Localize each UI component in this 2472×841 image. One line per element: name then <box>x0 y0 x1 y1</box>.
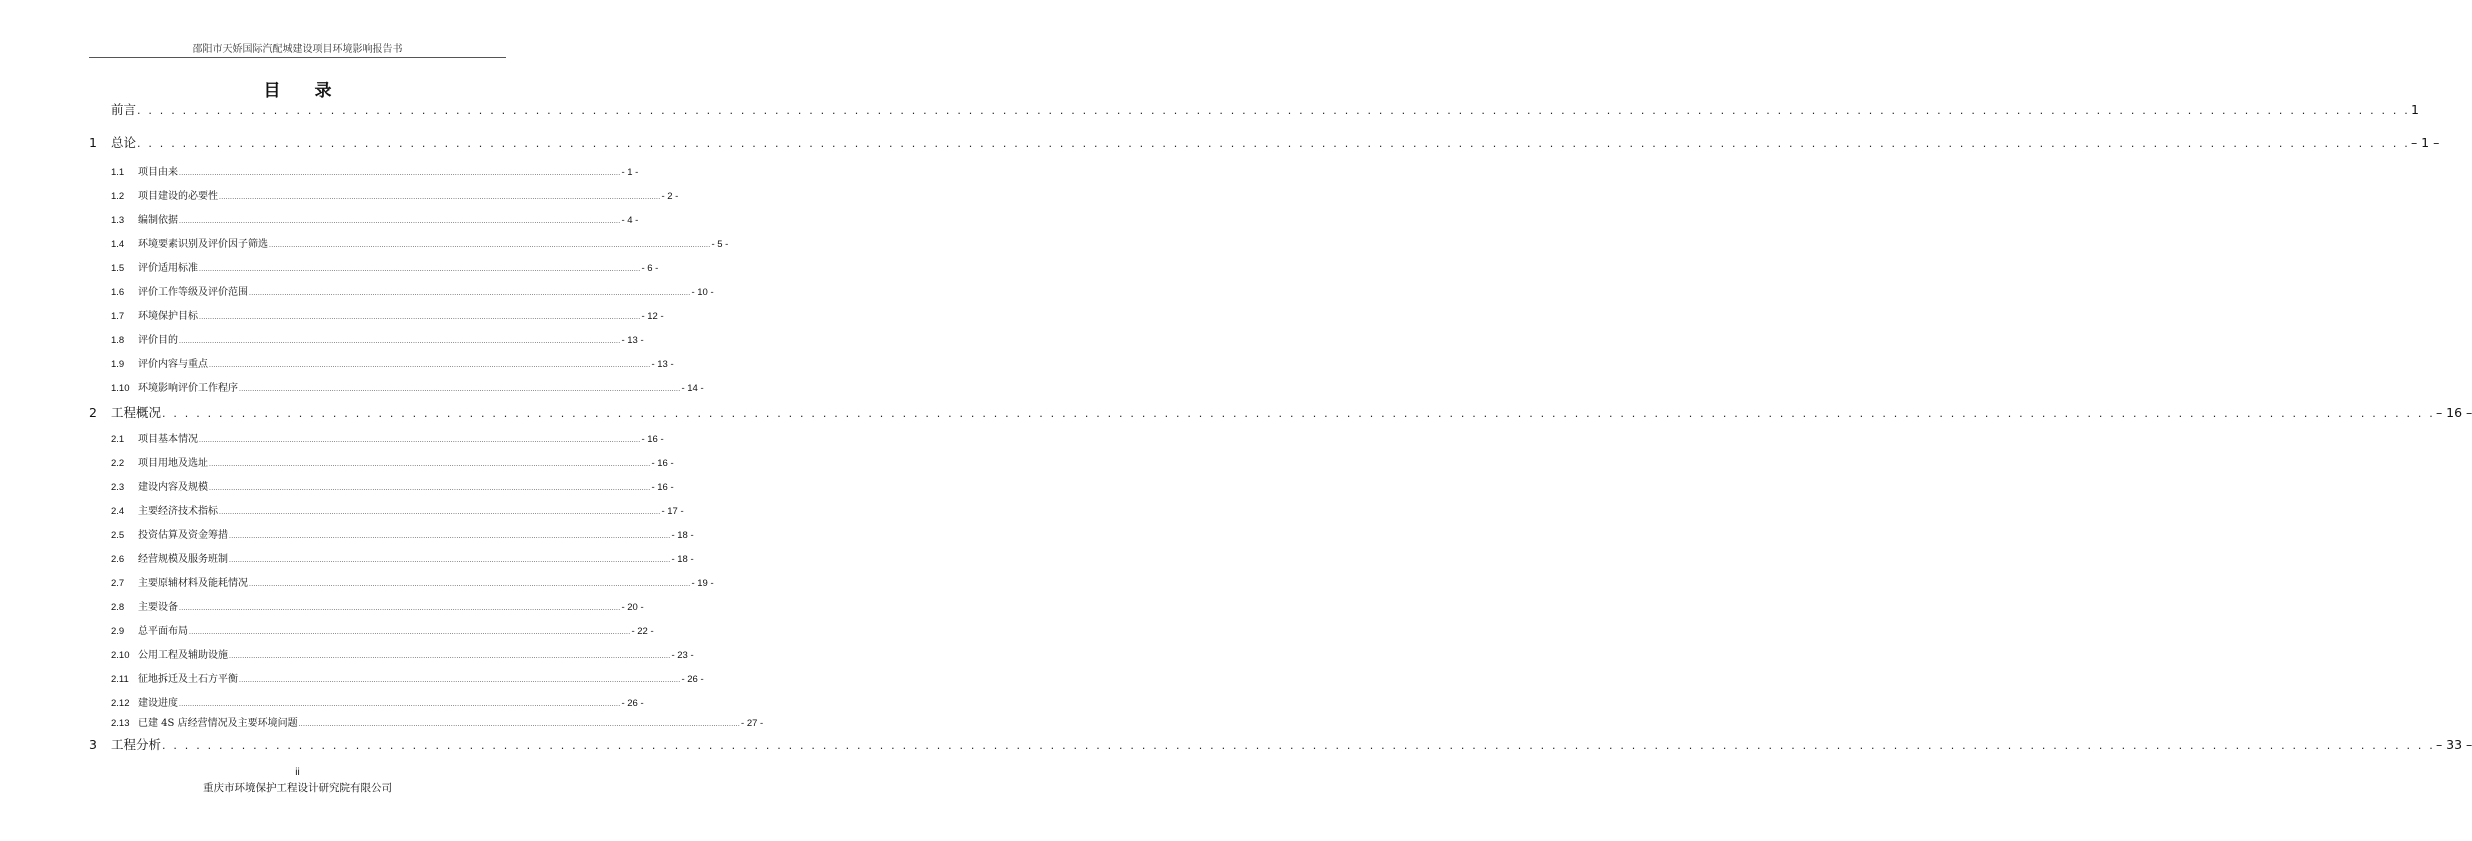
toc-section-entry[interactable] <box>111 379 704 395</box>
toc-entry-label: 建设进度 <box>138 698 178 709</box>
toc-section-entry[interactable] <box>111 187 679 203</box>
toc-entry-page: - 22 - <box>631 626 654 637</box>
toc-section-entry[interactable] <box>111 622 654 638</box>
toc-entry-label: 评价目的 <box>138 335 178 346</box>
toc-dot-leader: ........................................................................................................................................................................................................ <box>229 653 671 660</box>
toc-dot-leader: ........................................................................................................................................................................................................ <box>269 242 711 249</box>
toc-entry-number: 2.13 <box>111 718 130 729</box>
toc-entry-number: 3 <box>89 737 97 752</box>
toc-entry-number: 1.10 <box>111 383 130 394</box>
toc-section-entry[interactable] <box>111 163 639 179</box>
toc-dot-leader: ........................................................................................................................................................................................................ <box>199 437 641 444</box>
toc-dot-leader: ........................................................................................................................................................................................................ <box>179 170 621 177</box>
toc-entry-label: 工程概况 <box>111 405 162 420</box>
toc-entry-number: 2.5 <box>111 530 125 541</box>
footer-page-number: ii <box>295 767 300 778</box>
toc-entry-number: 2 <box>89 405 97 420</box>
toc-entry-label: 项目用地及选址 <box>138 458 208 469</box>
toc-entry-label: 项目基本情况 <box>138 434 198 445</box>
toc-entry-number: 1 <box>89 135 97 150</box>
toc-entry-label: 公用工程及辅助设施 <box>138 650 228 661</box>
toc-entry-label: 工程分析 <box>111 737 162 752</box>
toc-entry-number: 2.6 <box>111 554 125 565</box>
toc-entry-label: 经营规模及服务班制 <box>138 554 228 565</box>
toc-section-entry[interactable] <box>111 235 729 251</box>
toc-section-entry[interactable] <box>111 670 704 686</box>
toc-section-entry[interactable] <box>111 331 644 347</box>
toc-entry-page: - 5 - <box>711 239 729 250</box>
toc-entry-label: 评价适用标准 <box>138 263 198 274</box>
toc-entry-number: 1.9 <box>111 359 125 370</box>
toc-section-entry[interactable] <box>111 211 639 227</box>
toc-dot-leader: ........................................................................................................................................................................................................ <box>249 290 691 297</box>
toc-entry-page: – 1 – <box>2410 135 2440 150</box>
toc-entry-label: 建设内容及规模 <box>138 482 208 493</box>
toc-dot-leader: ........................................................................................................................................................................................................ <box>239 677 681 684</box>
toc-entry-label: 环境要素识别及评价因子筛选 <box>138 239 268 250</box>
toc-entry-label: 前言 <box>111 102 137 117</box>
toc-dot-leader: ........................................................................................................................................................................................................ <box>219 194 661 201</box>
toc-entry-number: 2.7 <box>111 578 125 589</box>
toc-section-entry[interactable] <box>111 283 714 299</box>
toc-dot-leader: . . . . . . . . . . . . . . . . . . . . . . . . . . . . . . . . . . . . . . . . . . . . . . . . . . . . . . . . . . . . . . . . . . . . . . . . . . . . . . . . . . . . . . . . . . . . . . . . . . . . . . . . . . . . . . . . . . . . . . . . . . . . . . . . . . . . . . . . . . . . . . . . . . . . . . . . . . . . . . . . . . . . . . . . . . . . . . . . . . . . . . . . . . . . . . . . . . . . . . . . <box>137 104 2410 117</box>
toc-title: 目 录 <box>263 81 346 101</box>
toc-section-entry[interactable] <box>111 526 694 542</box>
toc-entry-number: 2.10 <box>111 650 130 661</box>
toc-entry-label: 投资估算及资金筹措 <box>138 530 228 541</box>
toc-dot-leader: ........................................................................................................................................................................................................ <box>179 605 621 612</box>
toc-section-entry[interactable] <box>111 714 764 730</box>
toc-entry-number: 1.4 <box>111 239 125 250</box>
toc-dot-leader: ........................................................................................................................................................................................................ <box>199 266 641 273</box>
toc-entry-label: 主要设备 <box>138 602 178 613</box>
toc-entry-number: 1.7 <box>111 311 125 322</box>
toc-entry-label: 项目由来 <box>138 167 178 178</box>
toc-section-entry[interactable] <box>111 646 694 662</box>
toc-entry-number: 2.1 <box>111 434 125 445</box>
toc-dot-leader: ........................................................................................................................................................................................................ <box>209 362 651 369</box>
toc-entry-page: - 20 - <box>621 602 644 613</box>
toc-section-entry[interactable] <box>111 598 644 614</box>
toc-dot-leader: ........................................................................................................................................................................................................ <box>229 533 671 540</box>
toc-entry-label: 评价内容与重点 <box>138 359 208 370</box>
toc-entry-number: 2.11 <box>111 674 129 685</box>
running-header: 邵阳市天娇国际汽配城建设项目环境影响报告书 <box>192 44 403 55</box>
toc-entry-label: 评价工作等级及评价范围 <box>138 287 248 298</box>
toc-entry-label: 编制依据 <box>138 215 178 226</box>
toc-entry-page: – 16 – <box>2435 405 2472 420</box>
toc-chapter-entry[interactable] <box>89 403 2472 423</box>
toc-entry-number: 2.9 <box>111 626 125 637</box>
toc-section-entry[interactable] <box>111 454 674 470</box>
header-rule <box>89 57 506 58</box>
toc-entry-page: - 16 - <box>641 434 664 445</box>
toc-dot-leader: ........................................................................................................................................................................................................ <box>189 629 631 636</box>
toc-entry-page: - 10 - <box>691 287 714 298</box>
toc-section-entry[interactable] <box>111 694 644 710</box>
toc-dot-leader: ........................................................................................................................................................................................................ <box>199 314 641 321</box>
toc-chapter-entry[interactable] <box>89 133 2440 153</box>
toc-entry-page: – 33 – <box>2435 737 2472 752</box>
toc-entry-page: - 18 - <box>671 554 694 565</box>
toc-entry-page: - 14 - <box>681 383 704 394</box>
toc-entry-page: - 27 - <box>741 718 764 729</box>
toc-dot-leader: . . . . . . . . . . . . . . . . . . . . . . . . . . . . . . . . . . . . . . . . . . . . . . . . . . . . . . . . . . . . . . . . . . . . . . . . . . . . . . . . . . . . . . . . . . . . . . . . . . . . . . . . . . . . . . . . . . . . . . . . . . . . . . . . . . . . . . . . . . . . . . . . . . . . . . . . . . . . . . . . . . . . . . . . . . . . . . . . . . . . . . . . . . . . . . . . . . . . . . . . <box>137 137 2410 150</box>
toc-entry-page: - 17 - <box>661 506 684 517</box>
toc-entry-label: 总平面布局 <box>138 626 188 637</box>
toc-section-entry[interactable] <box>111 430 664 446</box>
footer-organization: 重庆市环境保护工程设计研究院有限公司 <box>203 782 392 794</box>
toc-dot-leader: ........................................................................................................................................................................................................ <box>209 485 651 492</box>
toc-dot-leader: ........................................................................................................................................................................................................ <box>179 218 621 225</box>
toc-section-entry[interactable] <box>111 307 664 323</box>
toc-entry-page: - 6 - <box>641 263 659 274</box>
toc-entry-label: 主要原辅材料及能耗情况 <box>138 578 248 589</box>
toc-dot-leader: ........................................................................................................................................................................................................ <box>179 338 621 345</box>
toc-dot-leader: . . . . . . . . . . . . . . . . . . . . . . . . . . . . . . . . . . . . . . . . . . . . . . . . . . . . . . . . . . . . . . . . . . . . . . . . . . . . . . . . . . . . . . . . . . . . . . . . . . . . . . . . . . . . . . . . . . . . . . . . . . . . . . . . . . . . . . . . . . . . . . . . . . . . . . . . . . . . . . . . . . . . . . . . . . . . . . . . . . . . . . . . . . . . . . . . . . . . . . . . <box>162 407 2435 420</box>
toc-chapter-entry[interactable] <box>89 100 2419 120</box>
toc-entry-label: 项目建设的必要性 <box>138 191 218 202</box>
toc-dot-leader: . . . . . . . . . . . . . . . . . . . . . . . . . . . . . . . . . . . . . . . . . . . . . . . . . . . . . . . . . . . . . . . . . . . . . . . . . . . . . . . . . . . . . . . . . . . . . . . . . . . . . . . . . . . . . . . . . . . . . . . . . . . . . . . . . . . . . . . . . . . . . . . . . . . . . . . . . . . . . . . . . . . . . . . . . . . . . . . . . . . . . . . . . . . . . . . . . . . . . . . . <box>162 739 2435 752</box>
toc-dot-leader: ........................................................................................................................................................................................................ <box>298 721 741 728</box>
toc-entry-page: - 19 - <box>691 578 714 589</box>
toc-dot-leader: ........................................................................................................................................................................................................ <box>179 701 621 708</box>
toc-entry-page: - 13 - <box>651 359 674 370</box>
toc-chapter-entry[interactable] <box>89 735 2472 755</box>
toc-entry-page: - 13 - <box>621 335 644 346</box>
toc-entry-number: 1.1 <box>111 167 125 178</box>
toc-dot-leader: ........................................................................................................................................................................................................ <box>239 386 681 393</box>
toc-entry-number: 1.2 <box>111 191 125 202</box>
toc-entry-label: 环境保护目标 <box>138 311 198 322</box>
toc-section-entry[interactable] <box>111 502 684 518</box>
toc-entry-label: 总论 <box>111 135 137 150</box>
toc-entry-page: - 23 - <box>671 650 694 661</box>
toc-entry-number: 2.12 <box>111 698 130 709</box>
toc-entry-number: 2.4 <box>111 506 125 517</box>
toc-entry-number: 1.5 <box>111 263 125 274</box>
toc-entry-number: 1.8 <box>111 335 125 346</box>
toc-section-entry[interactable] <box>111 478 674 494</box>
toc-entry-page: - 18 - <box>671 530 694 541</box>
toc-entry-number: 1.3 <box>111 215 125 226</box>
toc-entry-label: 环境影响评价工作程序 <box>138 383 238 394</box>
toc-entry-number: 2.8 <box>111 602 125 613</box>
toc-entry-page: - 4 - <box>621 215 639 226</box>
toc-entry-page: - 26 - <box>621 698 644 709</box>
toc-entry-page: - 12 - <box>641 311 664 322</box>
toc-entry-label: 主要经济技术指标 <box>138 506 218 517</box>
toc-entry-page: - 2 - <box>661 191 679 202</box>
toc-entry-label: 已建 4S 店经营情况及主要环境问题 <box>138 718 298 729</box>
toc-entry-page: - 16 - <box>651 458 674 469</box>
toc-dot-leader: ........................................................................................................................................................................................................ <box>229 557 671 564</box>
toc-section-entry[interactable] <box>111 259 659 275</box>
toc-entry-number: 1.6 <box>111 287 125 298</box>
toc-entry-page: - 16 - <box>651 482 674 493</box>
toc-entry-page: - 1 - <box>621 167 639 178</box>
toc-entry-label: 征地拆迁及土石方平衡 <box>138 674 238 685</box>
toc-section-entry[interactable] <box>111 550 694 566</box>
toc-section-entry[interactable] <box>111 574 714 590</box>
toc-dot-leader: ........................................................................................................................................................................................................ <box>209 461 651 468</box>
toc-dot-leader: ........................................................................................................................................................................................................ <box>219 509 661 516</box>
toc-section-entry[interactable] <box>111 355 674 371</box>
toc-dot-leader: ........................................................................................................................................................................................................ <box>249 581 691 588</box>
toc-entry-page: - 26 - <box>681 674 704 685</box>
toc-entry-number: 2.2 <box>111 458 125 469</box>
toc-entry-number: 2.3 <box>111 482 125 493</box>
toc-entry-page: 1 <box>2410 102 2419 117</box>
